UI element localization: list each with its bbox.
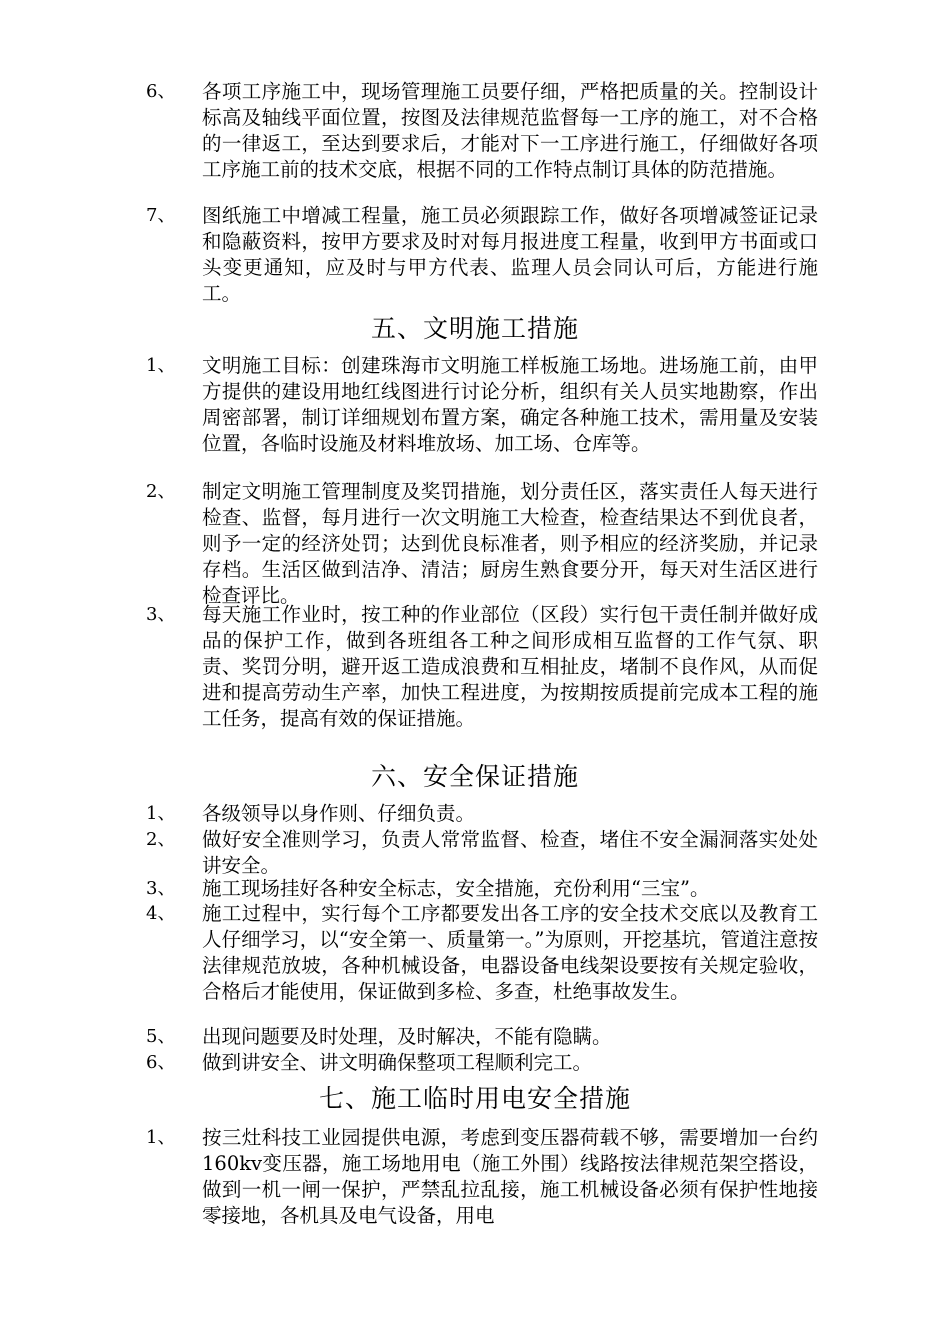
item-text: 图纸施工中增减工程量，施工员必须跟踪工作，做好各项增减签证记录和隐蔽资料，按甲方要求及时对每月报进度工程量，收到甲方书面或口头变更通知，应及时与甲方代表、监理人员会同认可后，方能进行施工。	[202, 204, 818, 305]
item-number: 7、	[146, 205, 176, 226]
item-number: 6、	[146, 81, 176, 102]
item-number: 2、	[146, 481, 176, 502]
item-number: 6、	[146, 1052, 176, 1073]
item-number: 1、	[146, 355, 176, 376]
section-heading: 五、文明施工措施	[370, 314, 579, 343]
item-number: 1、	[146, 803, 176, 824]
item-text: 各级领导以身作则、仔细负责。	[202, 802, 476, 825]
item-number: 1、	[146, 1127, 176, 1148]
item-text: 各项工序施工中，现场管理施工员要仔细，严格把质量的关。控制设计标高及轴线平面位置，按图及法律规范监督每一工序的施工，对不合格的一律返工，至达到要求后，才能对下一工序进行施工，仔细做好各项工序施工前的技术交底，根据不同的工作特点制订具体的防范措施。	[202, 80, 818, 181]
item-text: 施工现场挂好各种安全标志，安全措施，充份利用“三宝”。	[202, 877, 710, 900]
list-item	[146, 1024, 818, 1050]
item-text: 制定文明施工管理制度及奖罚措施，划分责任区，落实责任人每天进行检查、监督，每月进行一次文明施工大检查，检查结果达不到优良者，则予一定的经济处罚；达到优良标准者，则予相应的经济奖励，并记录存档。生活区做到洁净、清洁；厨房生熟食要分开，每天对生活区进行检查评比。	[202, 480, 818, 607]
item-text: 施工过程中，实行每个工序都要发出各工序的安全技术交底以及教育工人仔细学习，以“安全第一、质量第一。”为原则，开挖基坑，管道注意按法律规范放坡，各种机械设备，电器设备电线架设要按有关规定验收，合格后才能使用，保证做到多检、多查，杜绝事故发生。	[202, 902, 818, 1003]
list-item	[146, 203, 818, 307]
section-heading: 七、施工临时用电安全措施	[318, 1084, 631, 1113]
item-number: 3、	[146, 878, 176, 899]
list-item	[146, 801, 818, 827]
item-number: 2、	[146, 829, 176, 850]
item-text: 做好安全准则学习，负责人常常监督、检查，堵住不安全漏洞落实处处讲安全。	[202, 828, 818, 877]
item-number: 3、	[146, 604, 176, 625]
list-item	[146, 1125, 818, 1229]
item-text: 做到讲安全、讲文明确保整项工程顺利完工。	[202, 1051, 593, 1074]
list-item	[146, 353, 818, 457]
item-text: 文明施工目标：创建珠海市文明施工样板施工场地。进场施工前，由甲方提供的建设用地红线图进行讨论分析，组织有关人员实地勘察，作出周密部署，制订详细规划布置方案，确定各种施工技术，需用量及安装位置，各临时设施及材料堆放场、加工场、仓库等。	[202, 354, 818, 455]
section-heading: 六、安全保证措施	[370, 762, 579, 791]
item-text: 出现问题要及时处理，及时解决，不能有隐瞒。	[202, 1025, 612, 1048]
list-item	[146, 479, 818, 609]
list-item	[146, 827, 818, 879]
list-item	[146, 602, 818, 732]
item-number: 4、	[146, 903, 176, 924]
item-text: 按三灶科技工业园提供电源，考虑到变压器荷载不够，需要增加一台约160kv变压器，施工场地用电（施工外围）线路按法律规范架空搭设，做到一机一闸一保护，严禁乱拉乱接，施工机械设备必须有保护性地接零接地，各机具及电气设备，用电	[202, 1126, 818, 1227]
list-item	[146, 1050, 818, 1076]
list-item	[146, 901, 818, 1005]
list-item	[146, 876, 818, 902]
item-text: 每天施工作业时，按工种的作业部位（区段）实行包干责任制并做好成品的保护工作，做到各班组各工种之间形成相互监督的工作气氛、职责、奖罚分明，避开返工造成浪费和互相扯皮，堵制不良作风，从而促进和提高劳动生产率，加快工程进度，为按期按质提前完成本工程的施工任务，提高有效的保证措施。	[202, 603, 818, 730]
list-item	[146, 79, 818, 183]
item-number: 5、	[146, 1026, 176, 1047]
